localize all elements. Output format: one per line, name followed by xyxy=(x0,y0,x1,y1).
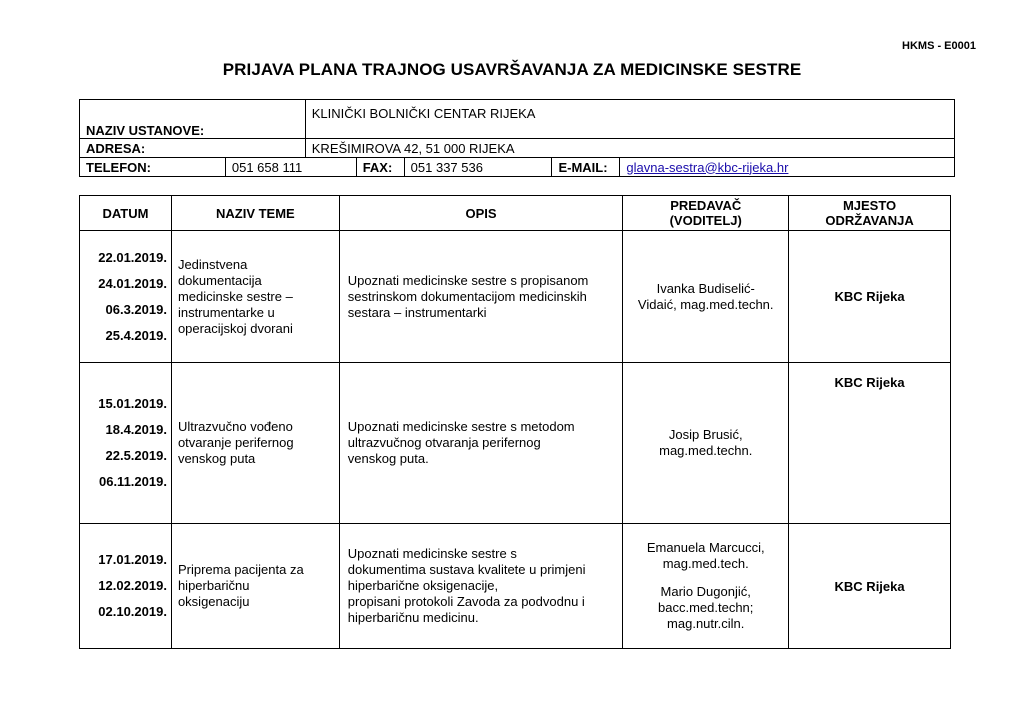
date: 02.10.2019. xyxy=(98,604,167,619)
description-line: Upoznati medicinske sestre s metodom xyxy=(347,419,575,434)
date: 18.4.2019. xyxy=(105,422,167,437)
lecturer-cell xyxy=(623,524,789,649)
lecturer-line: Ivanka Budiselić- xyxy=(656,280,755,296)
lecturer-line: bacc.med.techn; xyxy=(658,600,754,615)
header-place xyxy=(789,196,951,231)
lecturer-line: Vidaić, mag.med.techn. xyxy=(637,296,774,312)
topic-line: Ultrazvučno vođeno xyxy=(177,419,293,434)
dates-cell xyxy=(80,524,172,649)
date: 06.11.2019. xyxy=(98,474,167,489)
date: 15.01.2019. xyxy=(98,396,167,411)
topic-cell xyxy=(171,524,339,649)
topic-line: Jedinstvena xyxy=(177,256,248,272)
description-cell xyxy=(339,363,623,524)
phone-label: TELEFON: xyxy=(80,158,226,177)
description-line: venskog puta. xyxy=(347,451,429,466)
topic-line: medicinske sestre – xyxy=(177,288,293,304)
header-date: DATUM xyxy=(80,196,172,231)
lecturer-cell xyxy=(623,231,789,363)
date: 25.4.2019. xyxy=(105,327,167,343)
lecturer-line: mag.med.techn. xyxy=(659,443,753,458)
description-line: dokumentima sustava kvalitete u primjeni xyxy=(347,562,586,577)
date: 22.01.2019. xyxy=(98,249,167,265)
topic-line: venskog puta xyxy=(177,451,256,466)
description-line: ultrazvučnog otvaranja perifernog xyxy=(347,435,541,450)
header-lecturer-line1: PREDAVAČ xyxy=(670,198,742,213)
description-cell xyxy=(339,231,623,363)
header-lecturer-line2: (VODITELJ) xyxy=(669,213,742,228)
email-cell xyxy=(620,158,955,177)
description-line: hiperbarične oksigenacije, xyxy=(347,578,499,593)
table-row xyxy=(80,363,951,524)
dates-cell xyxy=(80,231,172,363)
date: 22.5.2019. xyxy=(105,448,167,463)
header-place-line2: ODRŽAVANJA xyxy=(825,213,914,228)
topic-line: dokumentacija xyxy=(177,272,262,288)
date: 17.01.2019. xyxy=(98,552,167,567)
lecturer-line: mag.med.tech. xyxy=(662,556,749,571)
lecturer-line: Josip Brusić, xyxy=(668,427,743,442)
address-value: KREŠIMIROVA 42, 51 000 RIJEKA xyxy=(305,139,954,158)
lecturer-spacer xyxy=(629,572,782,584)
lecturer-cell xyxy=(623,363,789,524)
topic-line: hiperbaričnu xyxy=(177,578,250,593)
email-link[interactable]: glavna-sestra@kbc-rijeka.hr xyxy=(626,159,789,175)
topic-line: oksigenaciju xyxy=(177,594,250,609)
table-row xyxy=(80,231,951,363)
topic-line: otvaranje perifernog xyxy=(177,435,294,450)
description-line: sestara – instrumentarki xyxy=(347,304,487,320)
institution-name-label: NAZIV USTANOVE: xyxy=(80,100,306,139)
description-line: Upoznati medicinske sestre s xyxy=(347,546,517,561)
lecturer-line: Emanuela Marcucci, xyxy=(646,540,765,555)
address-label: ADRESA: xyxy=(80,139,306,158)
phone-value: 051 658 111 xyxy=(225,158,356,177)
topic-cell xyxy=(171,231,339,363)
institution-info-table xyxy=(79,99,955,177)
header-place-line1: MJESTO xyxy=(842,198,897,213)
place-cell: KBC Rijeka xyxy=(789,524,951,649)
table-row xyxy=(80,524,951,649)
place-cell: KBC Rijeka xyxy=(789,363,951,524)
description-line: Upoznati medicinske sestre s propisanom xyxy=(347,272,589,288)
institution-name-value: KLINIČKI BOLNIČKI CENTAR RIJEKA xyxy=(305,100,954,139)
description-line: sestrinskom dokumentacijom medicinskih xyxy=(347,288,587,304)
date: 24.01.2019. xyxy=(98,275,167,291)
table-header-row xyxy=(80,196,951,231)
topic-line: instrumentarke u xyxy=(177,304,275,320)
document-code: HKMS - E0001 xyxy=(902,40,976,52)
description-line: propisani protokoli Zavoda za podvodnu i xyxy=(347,594,585,609)
lecturer-line: Mario Dugonjić, xyxy=(660,584,751,599)
lecturer-line: mag.nutr.ciln. xyxy=(667,616,745,631)
header-lecturer xyxy=(623,196,789,231)
header-description: OPIS xyxy=(339,196,623,231)
email-label: E-MAIL: xyxy=(552,158,620,177)
topic-line: Priprema pacijenta za xyxy=(177,562,304,577)
description-cell xyxy=(339,524,623,649)
header-topic: NAZIV TEME xyxy=(171,196,339,231)
description-line: hiperbaričnu medicinu. xyxy=(347,610,479,625)
fax-value: 051 337 536 xyxy=(404,158,552,177)
date: 06.3.2019. xyxy=(105,301,167,317)
training-plan-table xyxy=(79,195,951,649)
fax-label: FAX: xyxy=(356,158,404,177)
topic-line: operacijskoj dvorani xyxy=(177,320,293,336)
date: 12.02.2019. xyxy=(98,578,167,593)
place-cell: KBC Rijeka xyxy=(789,231,951,363)
topic-cell xyxy=(171,363,339,524)
dates-cell xyxy=(80,363,172,524)
page-title: PRIJAVA PLANA TRAJNOG USAVRŠAVANJA ZA MEDICINSKE SESTRE xyxy=(222,60,802,79)
